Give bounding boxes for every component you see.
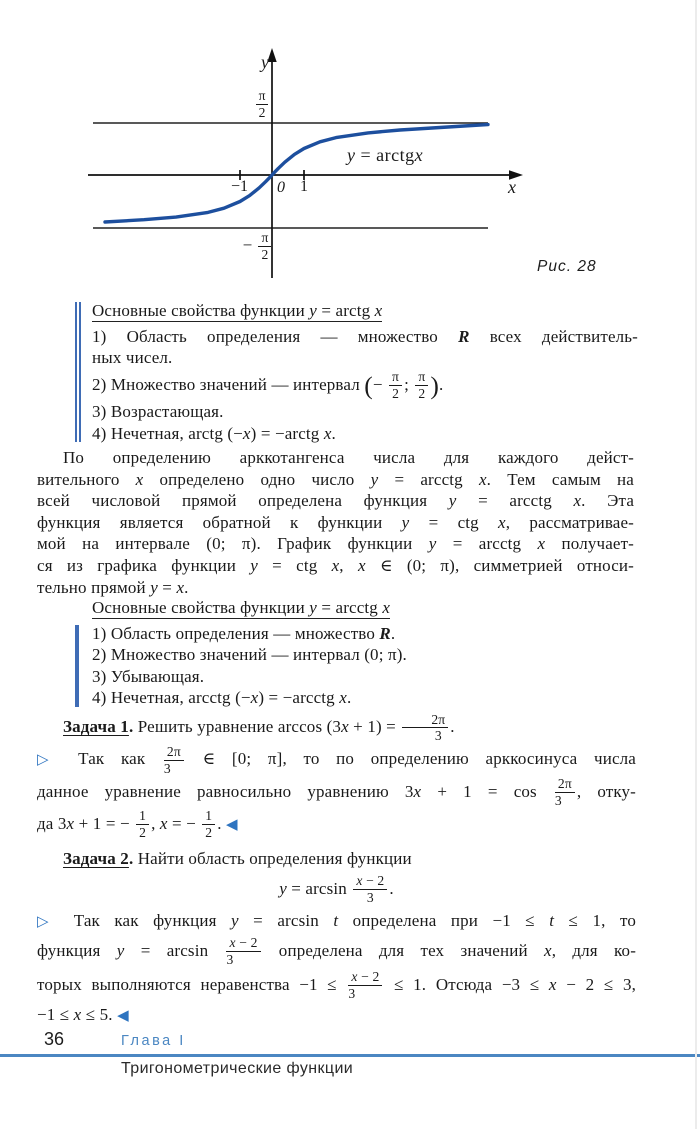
page-number: 36	[44, 1029, 65, 1049]
property-line: 3) Возрастающая.	[92, 402, 224, 422]
tick-label-minus-one: −1	[230, 178, 249, 195]
y-axis-label: y	[261, 52, 269, 72]
arcctg-paragraph	[37, 447, 634, 598]
task-2-heading: Задача 2. Найти область определения функции	[63, 849, 412, 868]
task-1-heading: Задача 1. Решить уравнение arccos (3x + 1) = $\frac{2\pi}{3}$ .	[63, 711, 455, 744]
arctg-curve	[105, 125, 488, 222]
upper-asymptote-label: $\frac{\pi}{2}$	[248, 89, 276, 120]
property-line: 4) Нечетная, arctg (−x) = −arctg x.	[92, 423, 336, 443]
task-1-solution-line: да 3x + 1 = − $\frac{1}{2}$ , x = − $\frac{1}{2}$ . ◀	[37, 808, 238, 841]
properties-arctg-heading: Основные свойства функции y = arctg x	[92, 301, 383, 320]
paragraph-line: всей числовой прямой определена функция y = arcctg x. Эта	[37, 491, 635, 511]
task-2	[37, 848, 636, 1028]
task-1-solution-line: данное уравнение равносильно уравнению 3x + 1 = cos $\frac{2\pi}{3}$ , отку-	[37, 776, 636, 808]
property-line: 4) Нечетная, arcctg (−x) = −arcctg x.	[92, 688, 352, 708]
property-line: 2) Множество значений — интервал (− $\frac{\pi}{2}$ ; $\frac{\pi}{2}$ ).	[92, 369, 444, 402]
chapter-subtitle: Тригонометрические функции	[121, 1060, 354, 1077]
figure-arctg-graph	[85, 45, 540, 285]
graph-canvas	[85, 45, 540, 285]
accent-double-bar	[75, 302, 81, 442]
lower-asymptote-label: − $\frac{\pi}{2}$	[235, 231, 281, 262]
properties-arctg-block	[75, 300, 638, 444]
task-2-solution-line: −1 ≤ x ≤ 5. ◀	[37, 1004, 129, 1024]
paragraph-line: функция является обратной к функции y = ctg x, рассматривае-	[37, 512, 634, 532]
accent-bar	[75, 625, 79, 707]
property-line: 1) Область определения — множество R всех действитель-	[92, 326, 638, 346]
paragraph-line: мой на интервале (0; π). График функции y = arcctg x получает-	[37, 534, 634, 554]
properties-arcctg-block	[75, 597, 638, 709]
origin-label: 0	[277, 179, 285, 196]
paragraph-line: ся из графика функции y = ctg x, x ∈ (0; π), симметрией относи-	[37, 555, 634, 575]
task-2-solution-line: ▷ Так как функция y = arcsin t определена при −1 ≤ t ≤ 1, то	[37, 910, 636, 930]
property-line: ных чисел.	[92, 348, 173, 368]
chapter-label: Глава I	[121, 1033, 186, 1049]
x-axis-label: x	[508, 177, 516, 197]
footer-rule	[0, 1054, 700, 1057]
paragraph-line: тельно прямой y = x.	[37, 577, 189, 597]
property-line: 1) Область определения — множество R.	[92, 623, 396, 643]
paragraph-line: вительного x определено одно число y = arcctg x. Тем самым на	[37, 469, 634, 489]
properties-arcctg-heading: Основные свойства функции y = arcctg x	[92, 598, 391, 617]
task-1-solution-line: ▷ Так как $\frac{2\pi}{3}$ ∈ [0; π], то по определению арккосинуса числа	[37, 743, 636, 776]
property-line: 2) Множество значений — интервал (0; π).	[92, 645, 407, 665]
task-2-solution-line: торых выполняются неравенства −1 ≤ $\frac{x - 2}{3}$ ≤ 1. Отсюда −3 ≤ x − 2 ≤ 3,	[37, 969, 636, 1002]
figure-caption: Рис. 28	[537, 258, 597, 275]
curve-label: y = arctgx	[347, 145, 424, 165]
paragraph-line: По определению арккотангенса числа для каждого дейст-	[63, 448, 634, 467]
task-2-formula: y = arcsin $\frac{x - 2}{3}$ .	[279, 873, 394, 906]
tick-label-one: 1	[300, 178, 308, 195]
task-2-solution-line: функция y = arcsin $\frac{x - 2}{3}$ определена для тех значений x, для ко-	[37, 935, 637, 968]
task-1	[37, 711, 636, 840]
page-edge-shadow	[695, 0, 697, 1129]
property-line: 3) Убывающая.	[92, 666, 205, 686]
